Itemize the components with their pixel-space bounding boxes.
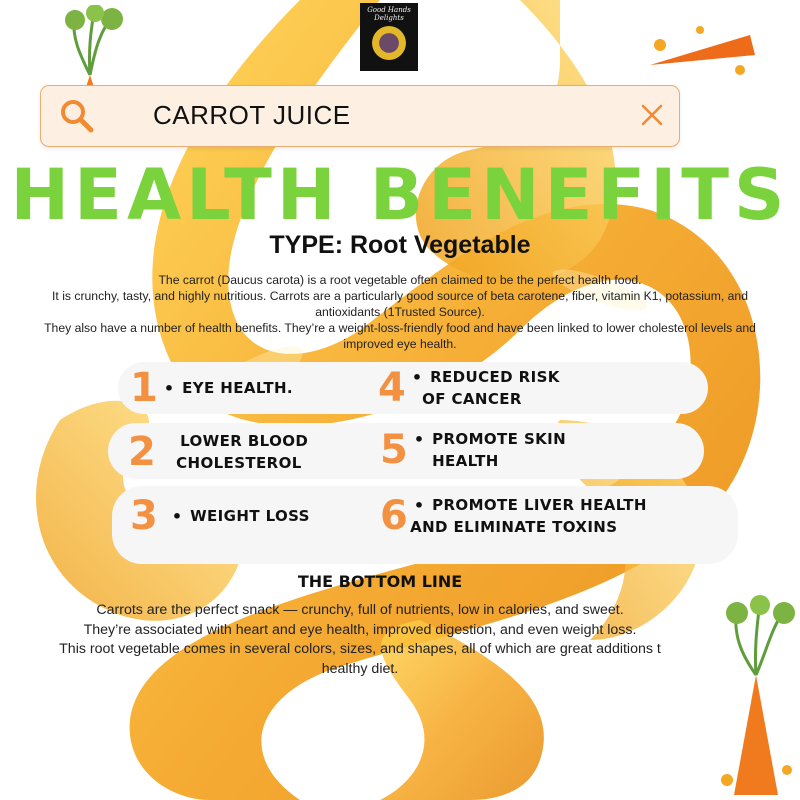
benefit-number: 6 (380, 493, 408, 539)
benefit-label: CHOLESTEROL (176, 454, 302, 472)
bottom-line: They’re associated with heart and eye health, improved digestion, and even weight loss. (83, 621, 637, 638)
benefit-label: AND ELIMINATE TOXINS (410, 518, 618, 536)
benefit-number: 3 (130, 493, 158, 539)
intro-line: They also have a number of health benefits. They’re a weight-loss-friendly food and have been linked to lower cholesterol levels and (44, 321, 756, 335)
brand-logo (360, 3, 418, 71)
carrot-illustration-bottom-right (712, 595, 800, 800)
benefit-item-4 (378, 366, 560, 410)
bullet: • (413, 496, 425, 515)
benefit-label: HEALTH (432, 452, 499, 470)
benefit-label: LOWER BLOOD (180, 432, 309, 450)
intro-line: It is crunchy, tasty, and highly nutritious. Carrots are a particularly good source of beta carotene, fiber, vitamin K1, potassium, and (52, 289, 748, 303)
intro-paragraph (0, 272, 800, 352)
intro-line: antioxidants (1Trusted Source). (315, 305, 485, 319)
benefit-label: PROMOTE LIVER HEALTH (432, 496, 647, 514)
search-input[interactable]: CARROT JUICE (153, 100, 351, 130)
intro-line: improved eye health. (343, 337, 457, 351)
logo-text: Good Hands Delights (367, 6, 411, 22)
intro-line: The carrot (Daucus carota) is a root vegetable often claimed to be the perfect health food. (158, 273, 642, 287)
headline: HEALTH BENEFITS (10, 154, 790, 236)
benefit-number: 2 (128, 429, 156, 475)
benefit-label: PROMOTE SKIN (432, 430, 567, 448)
search-icon[interactable] (59, 98, 95, 134)
benefit-item-6 (380, 494, 647, 538)
bottom-line: This root vegetable comes in several colors, sizes, and shapes, all of which are great additions t (59, 641, 661, 657)
benefit-label: REDUCED RISK (430, 368, 560, 386)
search-bar[interactable] (40, 85, 680, 147)
logo-emblem (372, 26, 406, 60)
benefit-item-5 (380, 428, 566, 472)
bullet: • (163, 378, 175, 398)
carrot-splash-top-right (640, 15, 770, 85)
benefit-item-1 (130, 365, 294, 411)
benefit-label: OF CANCER (422, 390, 522, 408)
bullet: • (411, 368, 423, 387)
bottom-line-title: THE BOTTOM LINE (297, 572, 463, 591)
type-line: TYPE: Root Vegetable (269, 231, 531, 259)
benefit-item-2 (128, 430, 308, 474)
benefit-number: 1 (130, 365, 158, 411)
benefit-number: 5 (380, 427, 408, 473)
bottom-line: Carrots are the perfect snack — crunchy, full of nutrients, low in calories, and sweet. (96, 602, 624, 618)
bullet: • (171, 506, 183, 526)
benefit-label: WEIGHT LOSS (190, 507, 310, 525)
benefit-item-3 (130, 493, 310, 539)
bottom-line: healthy diet. (321, 660, 399, 677)
bottom-line-text (10, 601, 710, 679)
bullet: • (413, 430, 425, 449)
benefit-number: 4 (378, 365, 406, 411)
close-icon[interactable] (639, 102, 665, 128)
benefit-label: EYE HEALTH. (182, 379, 294, 397)
